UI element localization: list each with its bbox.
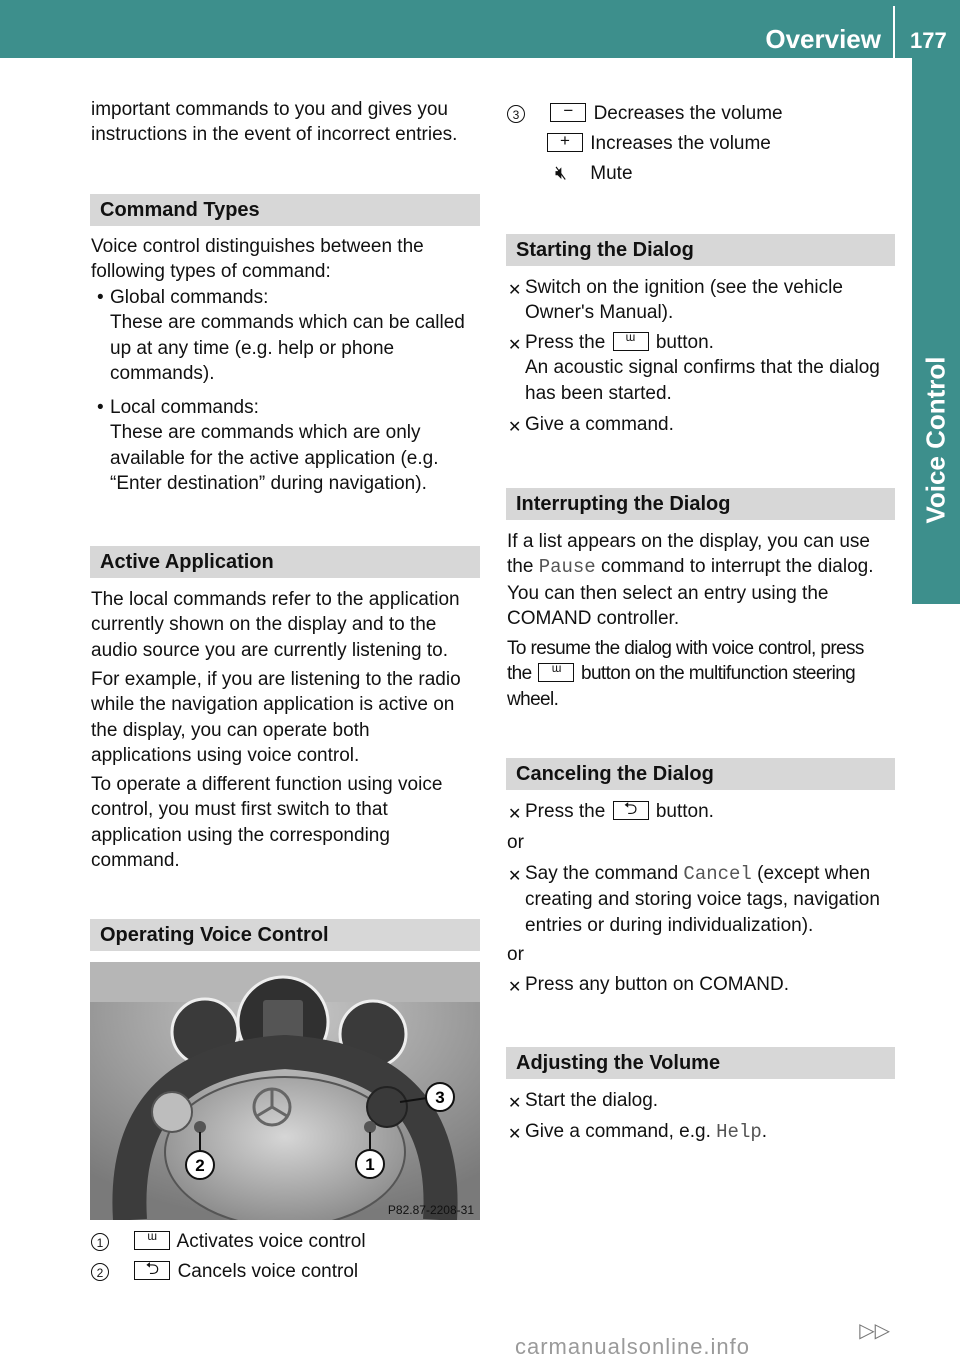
starting-step-1: Switch on the ignition (see the vehicle Owner's Manual). [525,277,843,324]
svg-text:2: 2 [195,1156,205,1175]
mute-icon: 🔇︎ [555,163,567,184]
step-arrow-icon: ✕ [508,979,522,996]
heading-canceling-dialog: Canceling the Dialog [506,758,895,790]
heading-active-application: Active Application [90,546,480,578]
header-divider [893,6,895,58]
starting-step-3: Give a command. [525,414,674,435]
starting-step-2: Press the ᵚ button. An acoustic signal confirms that the dialog has been started. [525,330,880,404]
or-text: or [507,944,524,965]
step-arrow-icon: ✕ [508,282,522,299]
step-arrow-icon: ✕ [508,868,522,885]
side-tab-label: Voice Control [920,356,951,524]
adjusting-step-2: Give a command, e.g. Help. [525,1121,768,1143]
resume-text: To resume the dialog with voice control, press the ᵚ button on the multifunction steering wheel. [507,638,864,710]
legend-mute: 🔇︎ Mute [555,161,633,186]
interrupting-text: If a list appears on the display, you can use the Pause command to interrupt the dialog. You can then select an entry using the COMAND controller. [507,531,874,630]
global-commands-item: Global commands: These are commands which can be called up at any time (e.g. help or phone commands). [110,287,465,385]
callout-2 [186,1151,214,1179]
callout-1 [356,1150,384,1178]
callout-3 [426,1083,454,1111]
mic-key-icon: ᵚ [613,332,649,351]
local-commands-item: Local commands: These are commands which are only available for the active application (e.g. “Enter destination” during navigation). [110,397,439,495]
svg-text:1: 1 [365,1155,375,1174]
step-arrow-icon: ✕ [508,1095,522,1112]
heading-starting-dialog: Starting the Dialog [506,234,895,266]
mic-key-icon: ᵚ [134,1231,170,1250]
intro-text: important commands to you and gives you instructions in the event of incorrect entries. [91,99,458,146]
or-text: or [507,832,524,853]
svg-text:3: 3 [435,1088,445,1107]
page-number: 177 [910,28,947,53]
photo-code: P82.87-2208-31 [387,1203,474,1217]
step-arrow-icon: ✕ [508,806,522,823]
adjusting-step-1: Start the dialog. [525,1090,659,1111]
watermark: carmanualsonline.info [515,1334,751,1359]
step-arrow-icon: ✕ [508,419,522,436]
legend-increase: + Increases the volume [545,131,771,156]
section-title: Overview [765,24,881,54]
legend-item-2: 2 ⮌ Cancels voice control [91,1259,358,1284]
legend-item-1: 1 ᵚ Activates voice control [91,1229,366,1254]
heading-command-types: Command Types [90,194,480,226]
heading-operating-voice-control: Operating Voice Control [90,919,480,951]
step-arrow-icon: ✕ [508,1126,522,1143]
bullet-icon: • [97,287,104,308]
canceling-step-1: Press the ⮌ button. [525,799,714,822]
plus-key-icon: + [547,133,583,152]
bullet-icon: • [97,397,104,418]
heading-adjusting-volume: Adjusting the Volume [506,1047,895,1079]
active-app-p3: To operate a different function using voice control, you must first switch to that application using the corresponding command. [91,774,443,872]
step-arrow-icon: ✕ [508,337,522,354]
heading-interrupting-dialog: Interrupting the Dialog [506,488,895,520]
minus-key-icon: − [550,103,586,122]
active-app-p2: For example, if you are listening to the radio while the navigation application is active on the display, you can operate both applications using voice control. [91,669,461,767]
continue-arrow-icon: ▷▷ [859,1320,890,1342]
back-key-icon: ⮌ [134,1261,170,1280]
active-app-p1: The local commands refer to the application currently shown on the display and to the audio source you are currently listening to. [91,589,460,661]
canceling-step-2: Say the command Cancel (except when creating and storing voice tags, navigation entries or during individualization). [525,863,880,936]
steering-wheel-photo [90,962,480,1220]
back-key-icon: ⮌ [613,801,649,820]
mic-key-icon: ᵚ [538,663,574,682]
command-types-intro: Voice control distinguishes between the following types of command: [91,236,424,283]
legend-item-3: 3 − Decreases the volume [507,101,783,126]
canceling-step-3: Press any button on COMAND. [525,974,789,995]
